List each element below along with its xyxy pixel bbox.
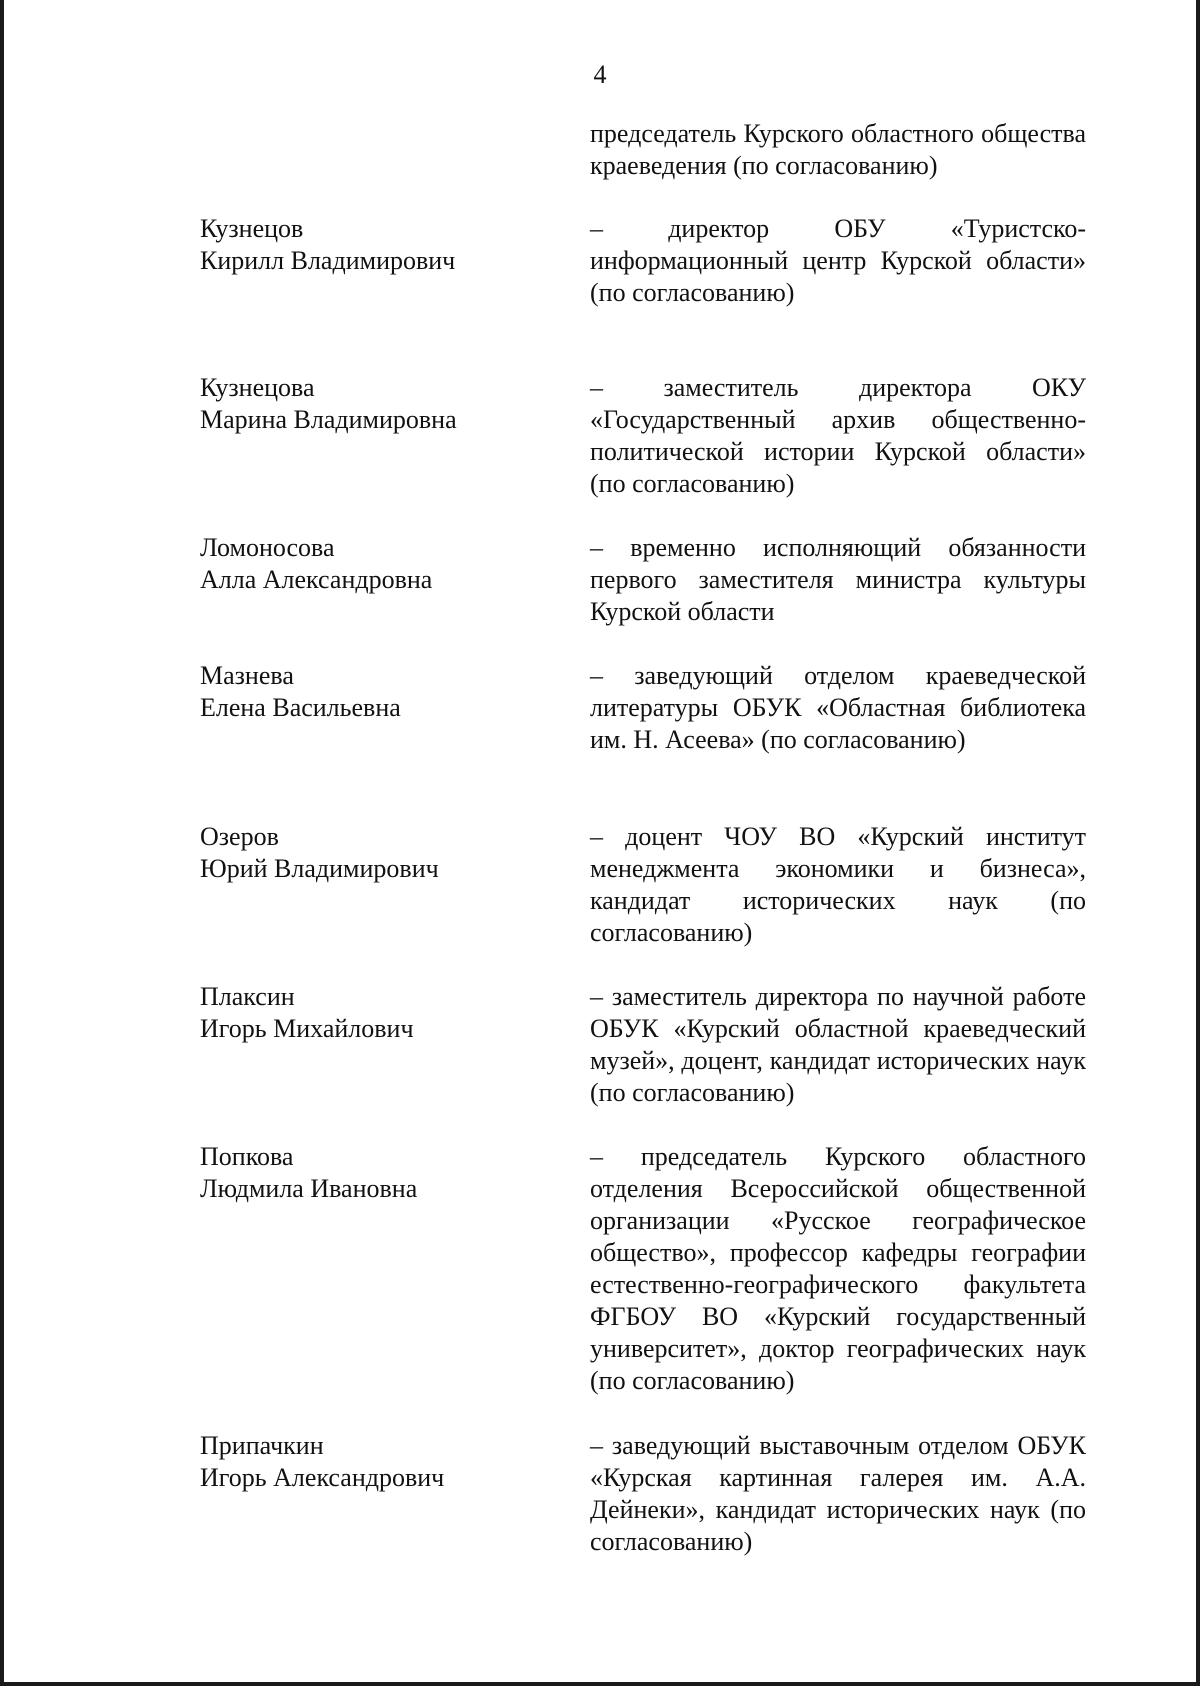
member-position: – заместитель директора по научной работе ОБУК «Курский областной краеведческий музей», доцент, кандидат исторических наук (по согласованию) [590,982,1086,1107]
member-surname: Ломоносова [200,533,335,562]
member-name [200,821,560,885]
member-name [200,981,560,1045]
member-name [200,532,560,596]
member-surname: Озеров [200,822,279,851]
member-position: – заведующий выставочным отделом ОБУК «Курская картинная галерея им. А.А. Дейнеки», кандидат исторических наук (по согласованию) [590,1431,1086,1556]
member-name [200,1141,560,1205]
member-given-names: Игорь Михайлович [200,1014,414,1043]
member-given-names: Алла Александровна [200,565,433,594]
member-position: – директор ОБУ «Туристско-информационный центр Курской области» (по согласованию) [590,214,1086,307]
member-surname: Кузнецова [200,373,315,402]
member-position: – председатель Курского областного отделения Всероссийской общественной организации «Русское географическое общество», профессор кафедры географии естественно-географического факультета ФГБОУ ВО «Курский государственный университет», доктор географических наук (по согласованию) [590,1142,1086,1395]
member-name [200,213,560,277]
member-name [200,660,560,724]
member-given-names: Марина Владимировна [200,405,457,434]
member-position: – временно исполняющий обязанности первого заместителя министра культуры Курской области [590,533,1086,626]
member-given-names: Людмила Ивановна [200,1174,418,1203]
member-position: – заведующий отделом краеведческой литературы ОБУК «Областная библиотека им. Н. Асеева» (по согласованию) [590,661,1086,754]
member-surname: Кузнецов [200,214,304,243]
member-position: председатель Курского областного общества краеведения (по согласованию) [590,119,1086,180]
member-surname: Мазнева [200,661,294,690]
member-surname: Припачкин [200,1431,324,1460]
member-position: – доцент ЧОУ ВО «Курский институт менеджмента экономики и бизнеса», кандидат исторических наук (по согласованию) [590,822,1086,947]
member-given-names: Игорь Александрович [200,1463,445,1492]
member-given-names: Кирилл Владимирович [200,246,456,275]
member-position: – заместитель директора ОКУ «Государственный архив общественно-политической истории Курской области» (по согласованию) [590,373,1086,498]
page-number: 4 [593,60,607,89]
member-surname: Плаксин [200,982,295,1011]
member-surname: Попкова [200,1142,294,1171]
member-given-names: Елена Васильевна [200,693,401,722]
member-name [200,1430,560,1494]
member-name [200,372,560,436]
member-given-names: Юрий Владимирович [200,854,439,883]
